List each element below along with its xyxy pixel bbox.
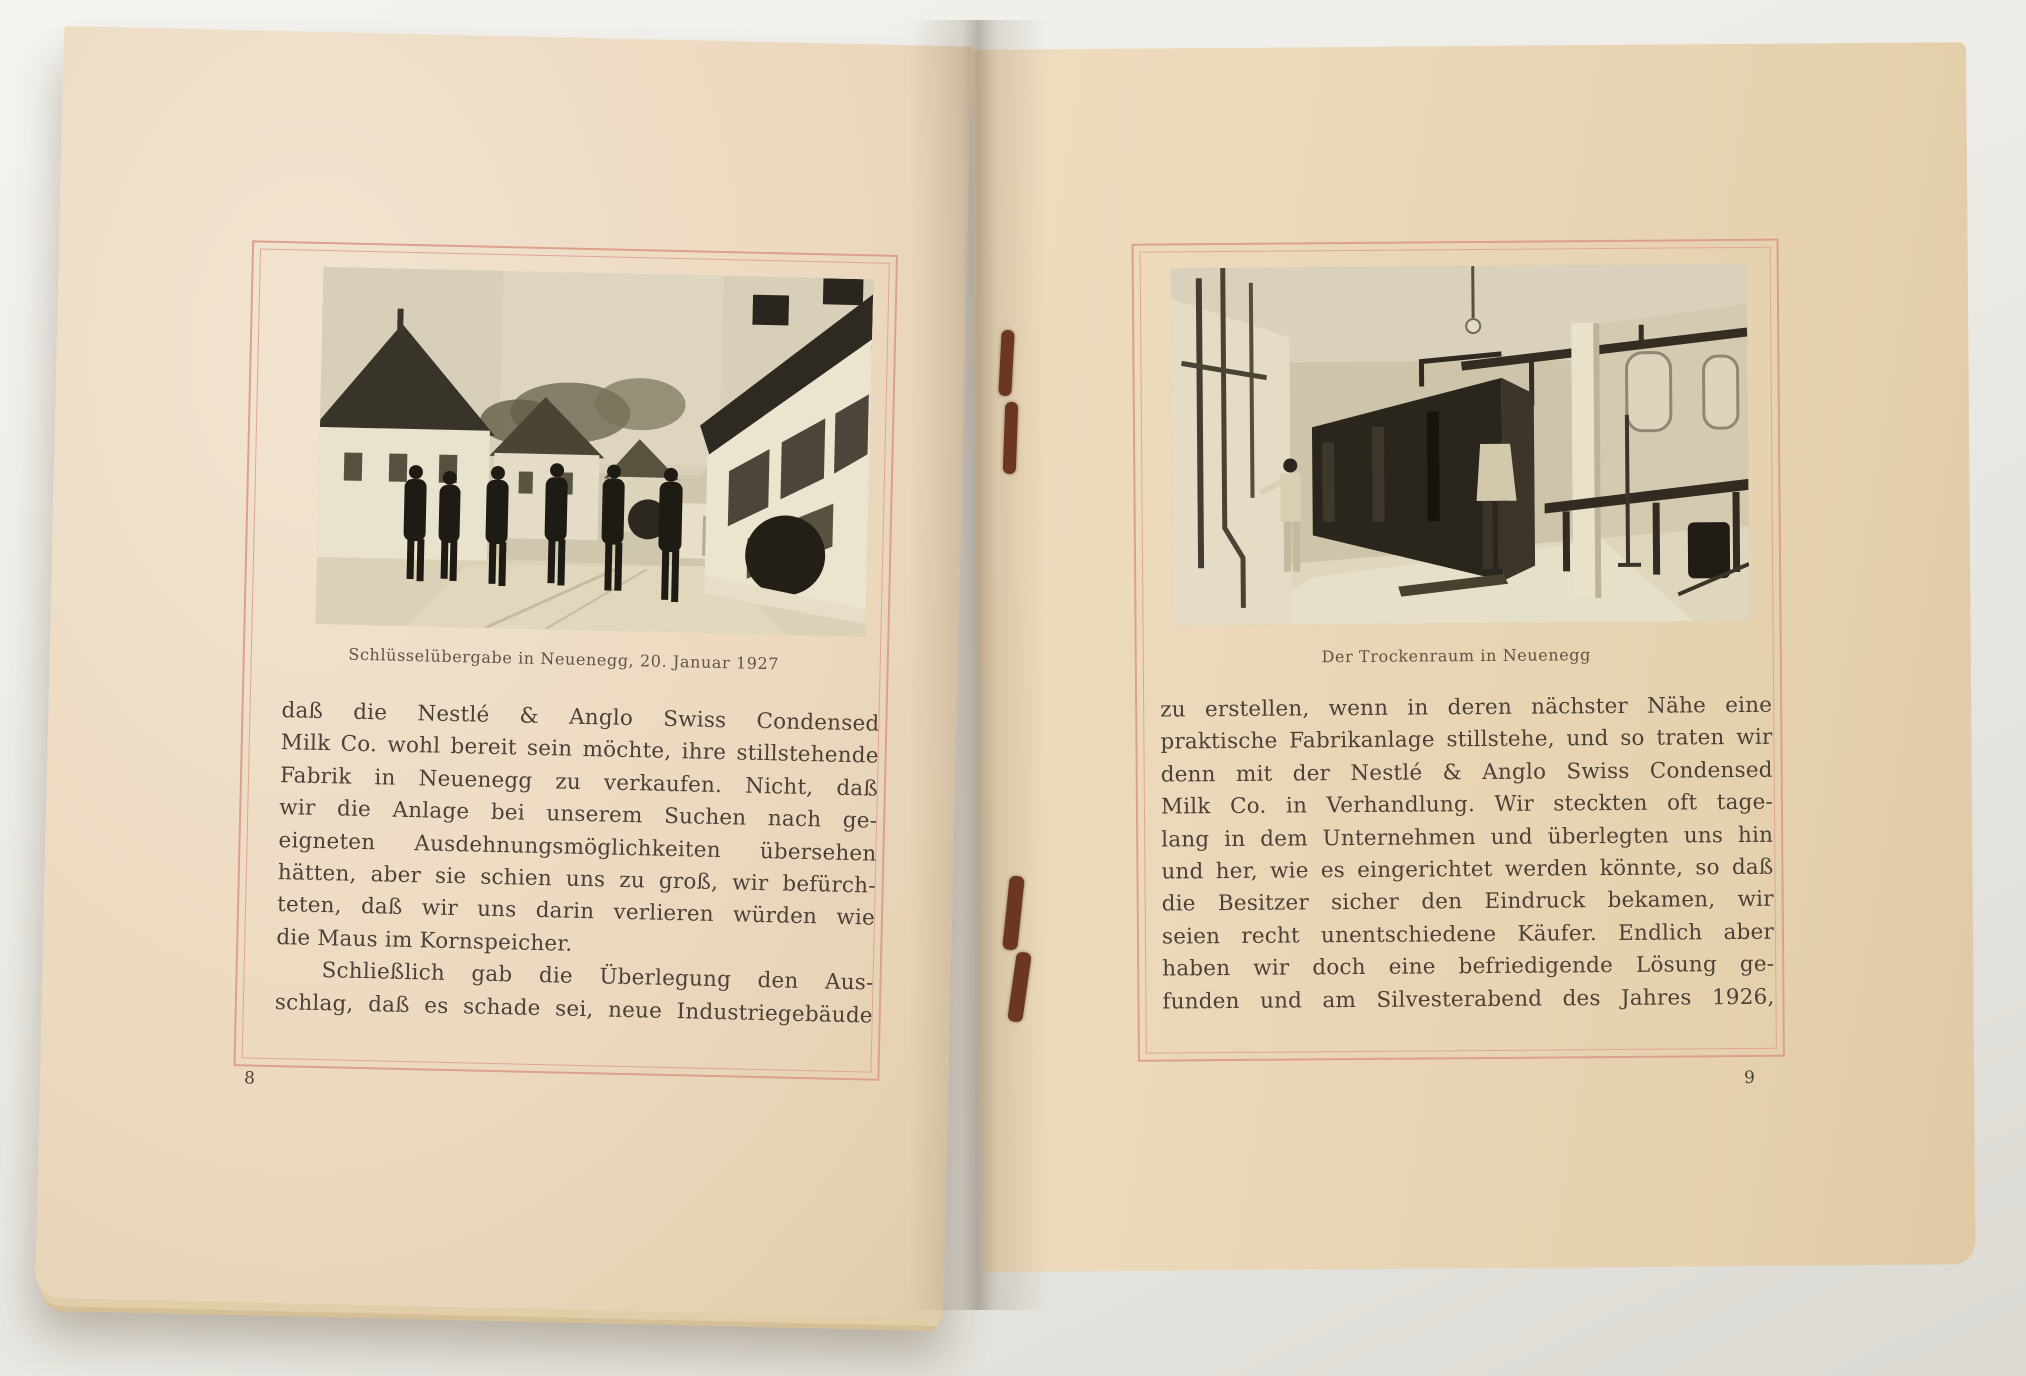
text-line: Milk Co. in Verhandlung. Wir steckten oft tage- xyxy=(1160,789,1774,820)
text-line: wir die Anlage bei unserem Suchen nach ge- xyxy=(279,795,878,834)
text-line: teten, daß wir uns darin verlieren würden wie xyxy=(276,892,876,931)
text-line: schlag, daß es schade sei, neue Industriegebäude xyxy=(274,989,874,1029)
right-page-text xyxy=(1160,690,1775,1019)
text-line: haben wir doch eine befriedigende Lösung ge- xyxy=(1162,951,1775,982)
street-scene-illustration xyxy=(316,267,874,636)
text-line: eigneten Ausdehnungsmöglichkeiten übersehen xyxy=(278,827,877,867)
binding-stitch xyxy=(1003,402,1019,474)
left-page-number: 8 xyxy=(243,1068,256,1089)
right-photo-caption: Der Trockenraum in Neuenegg xyxy=(1321,645,1592,667)
left-photo-street-scene xyxy=(316,267,874,636)
text-line: hätten, aber sie schien uns zu groß, wir befürch- xyxy=(277,860,876,899)
text-line: Milk Co. wohl bereit sein möchte, ihre stillstehende xyxy=(280,730,879,770)
text-line: und her, wie es eingerichtet werden könnte, so daß xyxy=(1161,854,1774,885)
text-line: denn mit der Nestlé & Anglo Swiss Condensed xyxy=(1160,757,1773,788)
text-line: zu erstellen, wenn in deren nächster Nähe eine xyxy=(1160,692,1773,723)
text-line: praktische Fabrikanlage stillstehe, und so traten wir xyxy=(1160,725,1773,755)
left-page-text xyxy=(275,695,880,1032)
right-page xyxy=(972,42,1976,1272)
text-line: die Maus im Kornspeicher. xyxy=(276,924,573,957)
right-page-number: 9 xyxy=(1744,1067,1756,1088)
text-line: die Besitzer sicher den Eindruck bekamen, wir xyxy=(1161,887,1774,917)
text-line: Schließlich gab die Überlegung den Aus- xyxy=(321,958,874,996)
text-line: daß die Nestlé & Anglo Swiss Condensed xyxy=(281,698,880,737)
text-line: Fabrik in Neuenegg zu verkaufen. Nicht, daß xyxy=(279,762,879,802)
text-line: lang in dem Unternehmen und überlegten uns hin xyxy=(1161,822,1774,853)
factory-interior-illustration xyxy=(1171,264,1750,626)
left-photo-caption: Schlüsselübergabe in Neuenegg, 20. Januar 1927 xyxy=(348,644,780,674)
right-photo-drying-room xyxy=(1171,264,1750,626)
text-line: seien recht unentschiedene Käufer. Endlich aber xyxy=(1161,919,1775,950)
left-page xyxy=(35,26,972,1318)
text-line: funden und am Silvesterabend des Jahres 1926, xyxy=(1162,984,1775,1015)
